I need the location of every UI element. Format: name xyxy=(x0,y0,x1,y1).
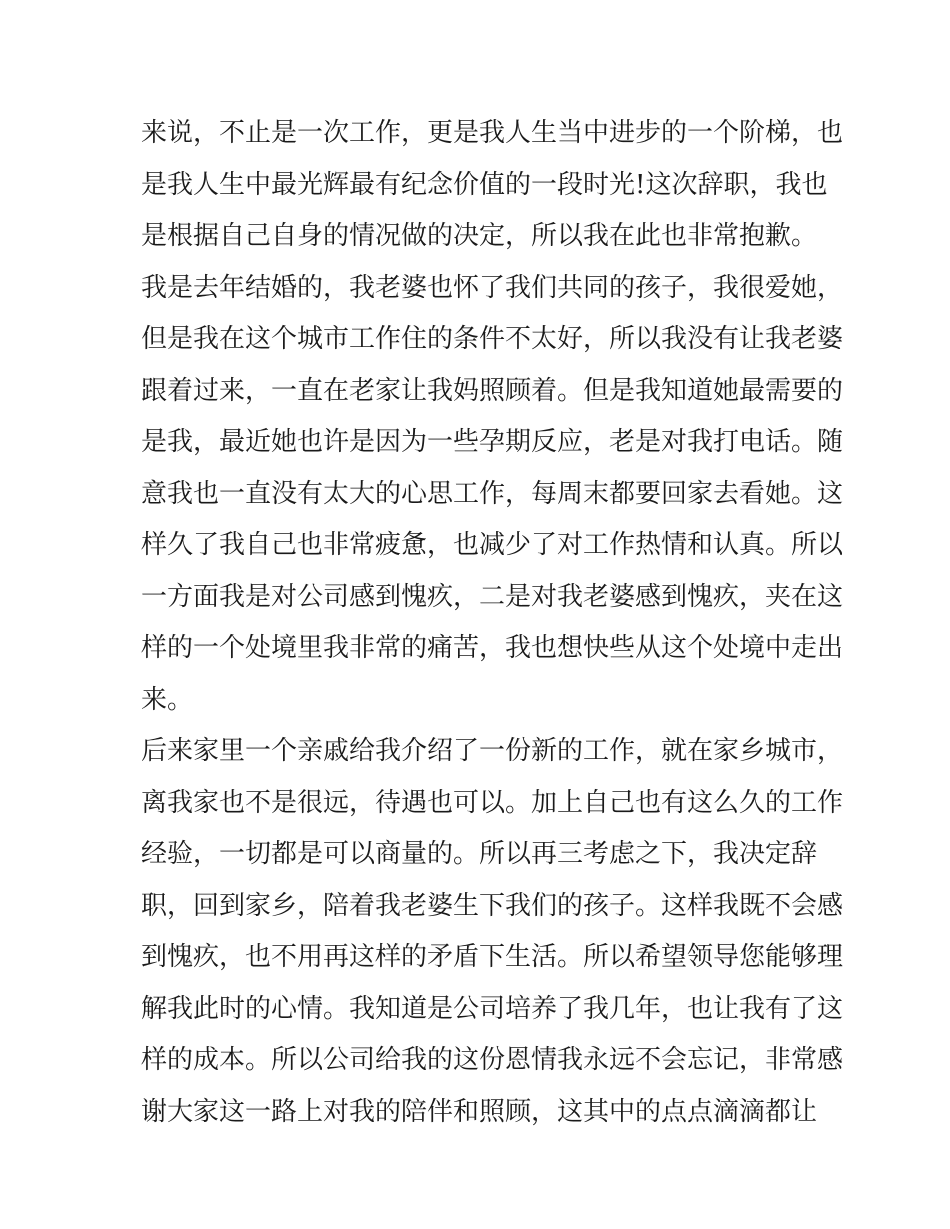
text-line-8: 意我也一直没有太大的心思工作，每周末都要回家去看她。这 xyxy=(141,478,844,509)
text-line-15: 经验，一切都是可以商量的。所以再三考虑之下，我决定辞 xyxy=(141,839,818,869)
text-line-13: 后来家里一个亲戚给我介绍了一份新的工作，就在家乡城市， xyxy=(141,736,844,766)
text-line-4: 我是去年结婚的，我老婆也怀了我们共同的孩子，我很爱她， xyxy=(141,272,844,303)
letter-body xyxy=(141,108,844,1138)
text-line-12: 来。 xyxy=(141,684,194,715)
text-line-18: 解我此时的心情。我知道是公司培养了我几年，也让我有了这 xyxy=(141,993,844,1024)
text-line-1: 来说，不止是一次工作，更是我人生当中进步的一个阶梯，也 xyxy=(141,118,844,148)
text-line-14: 离我家也不是很远，待遇也可以。加上自己也有这么久的工作 xyxy=(141,787,844,818)
text-line-16: 职，回到家乡，陪着我老婆生下我们的孩子。这样我既不会感 xyxy=(141,890,844,921)
text-line-11: 样的一个处境里我非常的痛苦，我也想快些从这个处境中走出 xyxy=(141,633,844,663)
text-line-7: 是我，最近她也许是因为一些孕期反应，老是对我打电话。随 xyxy=(141,427,844,457)
text-line-3: 是根据自己自身的情况做的决定，所以我在此也非常抱歉。 xyxy=(141,221,818,251)
text-line-17: 到愧疚，也不用再这样的矛盾下生活。所以希望领导您能够理 xyxy=(141,942,844,972)
text-line-6: 跟着过来，一直在老家让我妈照顾着。但是我知道她最需要的 xyxy=(141,375,844,406)
text-line-10: 一方面我是对公司感到愧疚，二是对我老婆感到愧疚，夹在这 xyxy=(141,581,844,612)
text-line-2: 是我人生中最光辉最有纪念价值的一段时光!这次辞职，我也 xyxy=(141,169,828,200)
text-line-19: 样的成本。所以公司给我的这份恩情我永远不会忘记，非常感 xyxy=(141,1045,844,1075)
text-line-9: 样久了我自己也非常疲惫，也减少了对工作热情和认真。所以 xyxy=(141,530,844,560)
text-line-5: 但是我在这个城市工作住的条件不太好，所以我没有让我老婆 xyxy=(141,324,844,354)
text-line-20: 谢大家这一路上对我的陪伴和照顾，这其中的点点滴滴都让 xyxy=(141,1096,818,1127)
